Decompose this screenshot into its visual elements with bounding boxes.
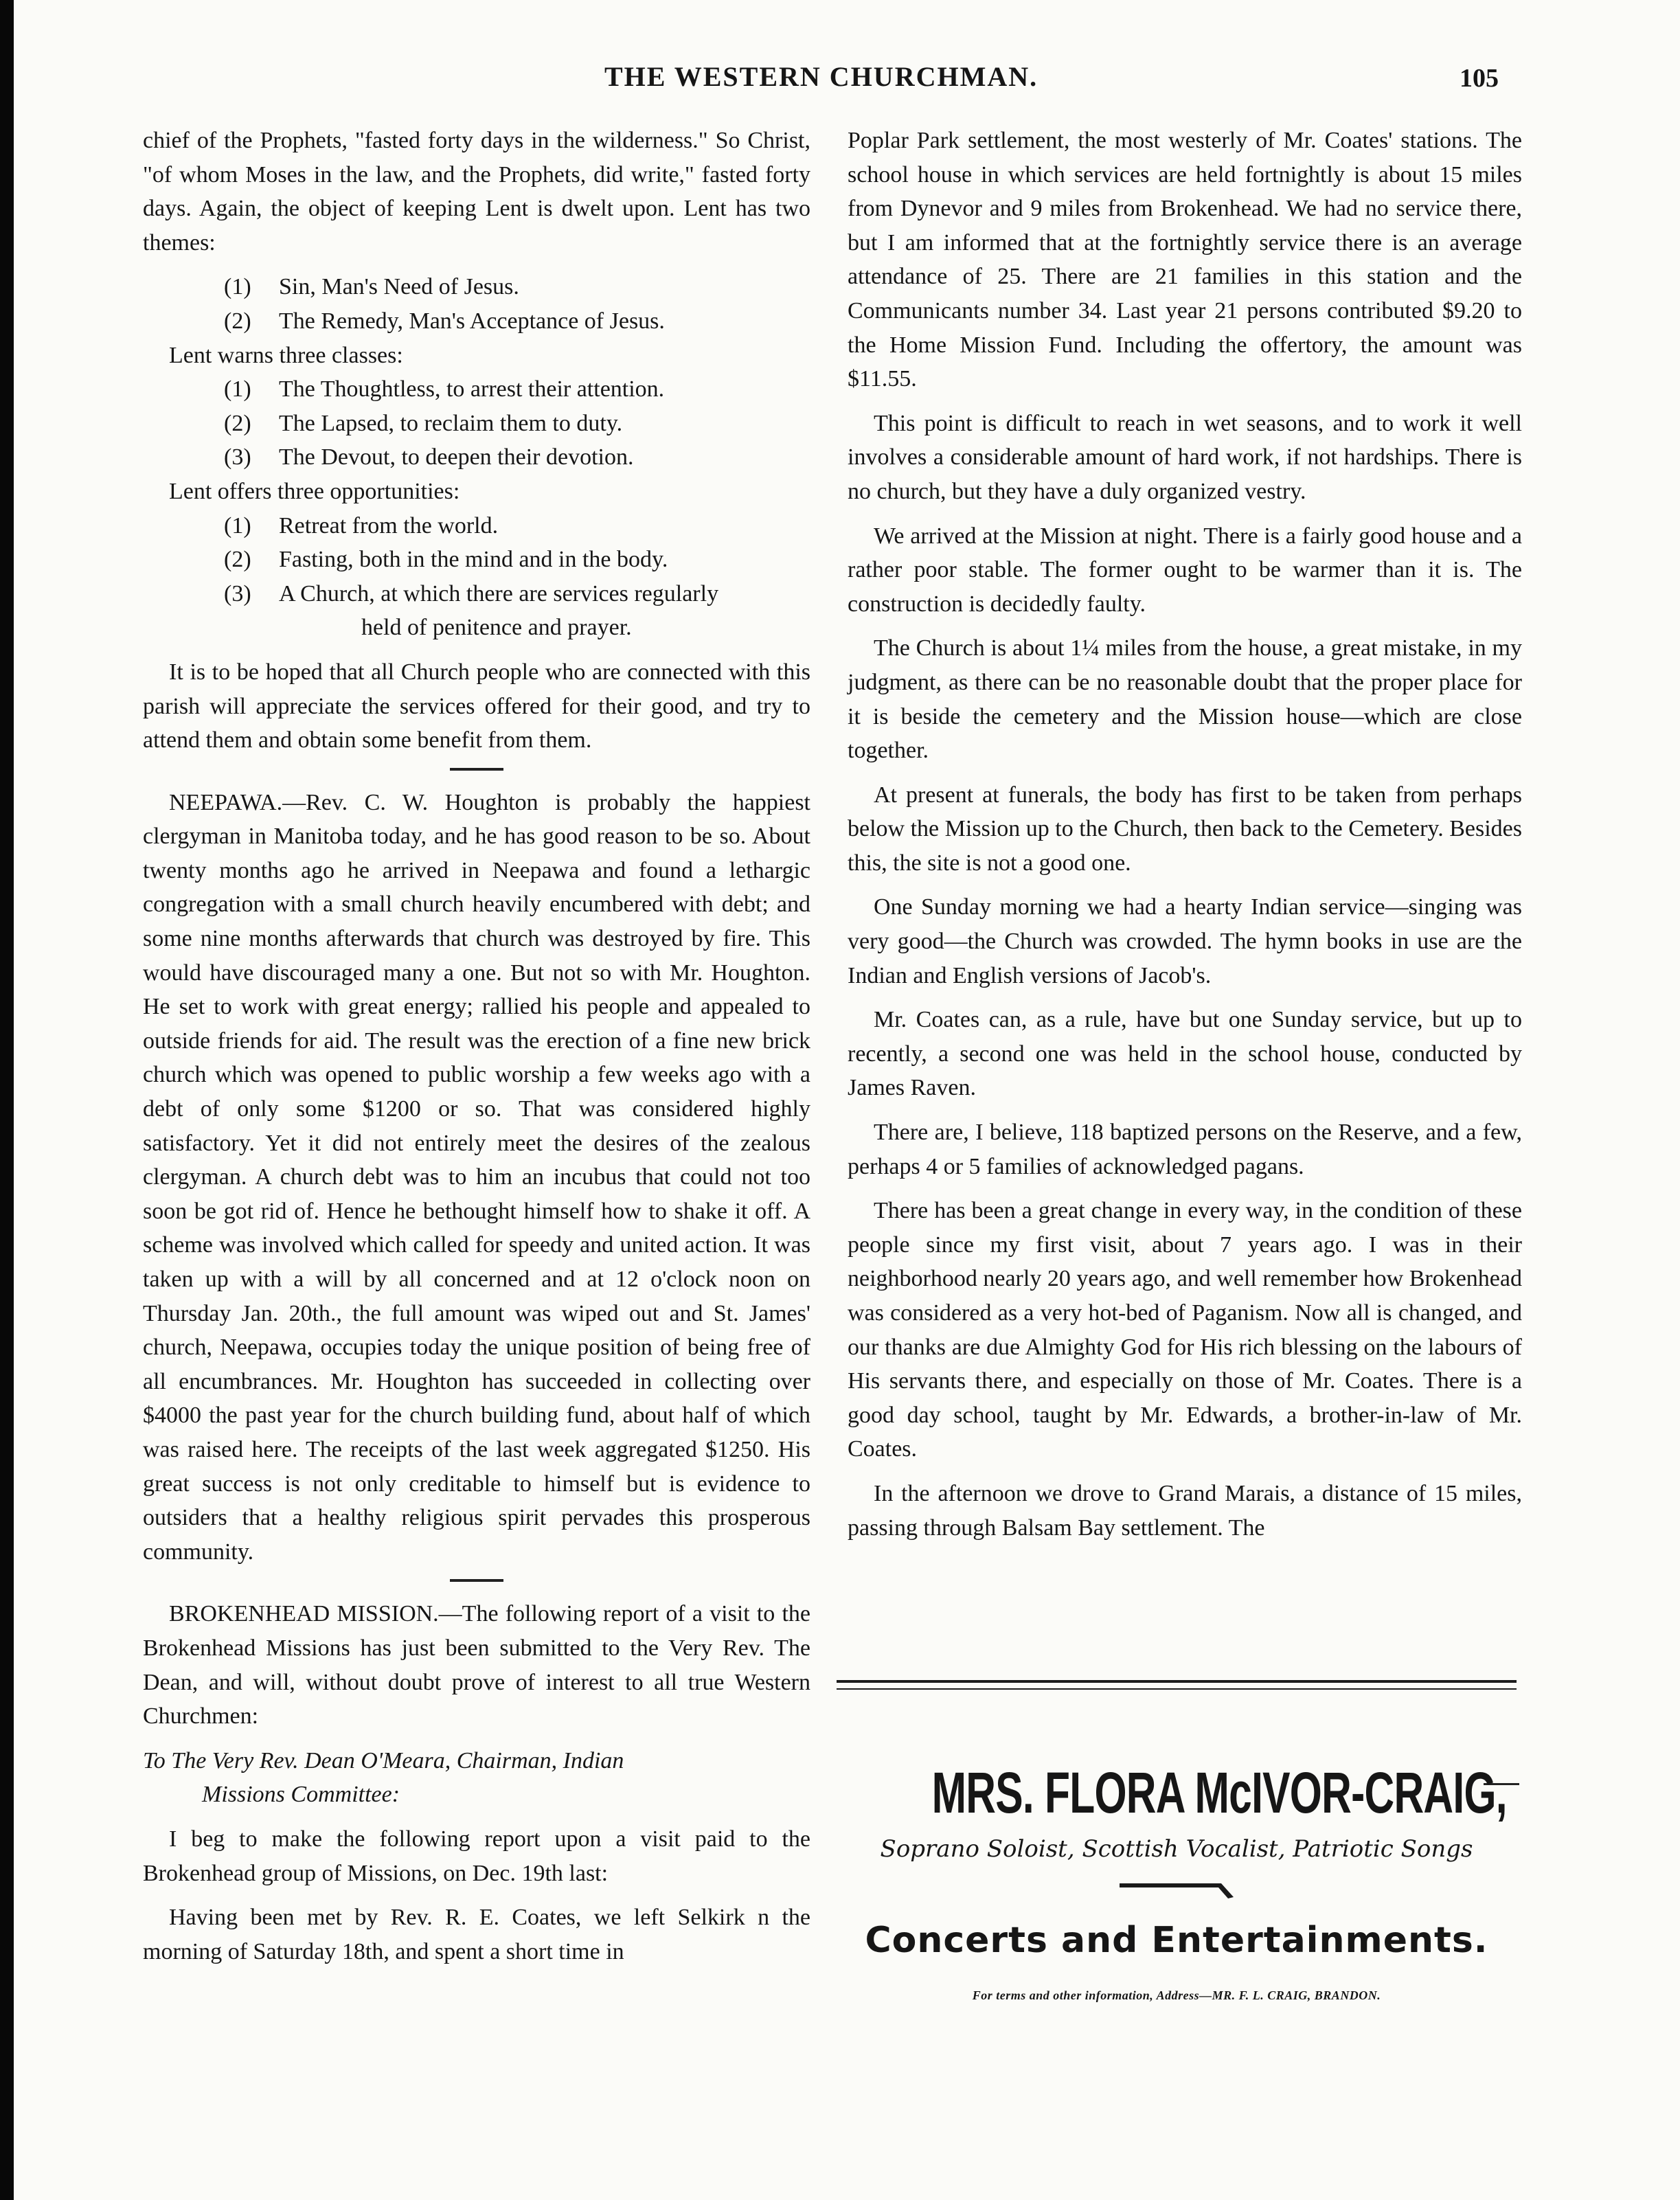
list-heading: Lent warns three classes: bbox=[169, 342, 403, 368]
report-paragraph: Having been met by Rev. R. E. Coates, we left Selkirk n the morning of Saturday 18th, and spent a short time in bbox=[143, 1905, 810, 1964]
section-divider bbox=[450, 768, 503, 771]
right-column bbox=[848, 124, 1522, 1555]
right-paragraph: There are, I believe, 118 baptized persons on the Reserve, and a few, perhaps 4 or 5 families of acknowledged pagans. bbox=[848, 1120, 1522, 1179]
address-line: To The Very Rev. Dean O'Meara, Chairman, Indian bbox=[143, 1747, 624, 1773]
brokenhead-paragraph: BROKENHEAD MISSION.—The following report of a visit to the Brokenhead Missions has just been submitted to the Very Rev. The Dean, and will, without doubt prove of interest to all true Western Churchmen: bbox=[143, 1601, 810, 1730]
neepawa-paragraph: NEEPAWA.—Rev. C. W. Houghton is probably the happiest clergyman in Manitoba today, and he has good reason to be so. About twenty months ago he arrived in Neepawa and found a lethargic congregation with a small church heavily encumbered with debt; and some nine months afterwards that church was destroyed by fire. This would have discouraged many a one. But not so with Mr. Houghton. He set to work with great energy; rallied his people and appealed to outside friends for aid. The result was the erection of a fine new brick church which was opened to public worship a few weeks ago with a debt of only some $1200 or so. That was considered highly satisfactory. Yet it did not entirely meet the desires of the zealous clergyman. A church debt was to him an incubus that could not too soon be got rid of. Hence he bethought himself how to shake it off. A scheme was involved which called for speedy and united action. It was taken up with a will by all concerned and at 12 o'clock noon on Thursday Jan. 20th., the full amount was wiped out and St. James' church, Neepawa, occupies today the unique position of being free of all encumbrances. Mr. Houghton has succeeded in collecting over $4000 the past year for the church building fund, about half of which was raised here. The receipts of the last week aggregated $1250. His great success is not only creditable to himself but is evidence to outsiders that a healthy religious spirit pervades this prosperous community. bbox=[143, 789, 810, 1565]
advertisement bbox=[837, 1758, 1517, 2003]
list-text: Sin, Man's Need of Jesus. bbox=[279, 274, 519, 300]
list-item bbox=[143, 407, 810, 441]
list-text: The Devout, to deepen their devotion. bbox=[279, 444, 634, 470]
list-item bbox=[143, 372, 810, 407]
list-item bbox=[143, 577, 810, 645]
advertisement-rule bbox=[837, 1680, 1517, 1690]
list-number: (1) bbox=[224, 274, 251, 300]
right-paragraph: Poplar Park settlement, the most westerly of Mr. Coates' stations. The school house in which services are held fortnightly is about 15 miles from Dynevor and 9 miles from Brokenhead. We had no service there, but I am informed that at the fortnightly service there is an average attendance of 25. There are 21 families in this station and the Communicants number 34. Last year 21 persons contributed $9.20 to the Home Mission Fund. Including the offertory, the amount was $11.55. bbox=[848, 128, 1522, 392]
list-item bbox=[143, 440, 810, 475]
list-number: (3) bbox=[224, 580, 251, 606]
list-heading: Lent offers three opportunities: bbox=[169, 478, 460, 504]
arrow-ornament-icon bbox=[1118, 1878, 1235, 1905]
list-item bbox=[143, 270, 810, 304]
list-text: Fasting, both in the mind and in the body. bbox=[279, 547, 668, 573]
list-number: (1) bbox=[224, 512, 251, 538]
right-paragraph: The Church is about 1¼ miles from the house, a great mistake, in my judgment, as there can be no reasonable doubt that the proper place for it is beside the cemetery and the Mission house—which are close together. bbox=[848, 635, 1522, 764]
right-paragraph: In the afternoon we drove to Grand Marais, a distance of 15 miles, passing through Balsam Bay settlement. The bbox=[848, 1480, 1522, 1541]
advertiser-contact: For terms and other information, Address—MR. F. L. CRAIG, BRANDON. bbox=[972, 1988, 1381, 2002]
list-item bbox=[143, 543, 810, 577]
right-paragraph: At present at funerals, the body has first to be taken from perhaps below the Mission up to the Church, then back to the Cemetery. Besides this, the site is not a good one. bbox=[848, 782, 1522, 876]
list-text: The Remedy, Man's Acceptance of Jesus. bbox=[279, 308, 665, 334]
advertiser-services: Concerts and Entertainments. bbox=[865, 1920, 1488, 1961]
address-line: Missions Committee: bbox=[202, 1782, 400, 1808]
right-paragraph: One Sunday morning we had a hearty Indian service—singing was very good—the Church was crowded. The hymn books in use are the Indian and English versions of Jacob's. bbox=[848, 894, 1522, 988]
list-number: (3) bbox=[224, 444, 251, 470]
lent-themes-list bbox=[143, 270, 810, 645]
intro-paragraph: chief of the Prophets, "fasted forty days in the wilderness." So Christ, "of whom Moses in the law, and the Prophets, did write," fasted forty days. Again, the object of keeping Lent is dwelt upon. Lent has two themes: bbox=[143, 128, 810, 256]
list-text: Retreat from the world. bbox=[279, 512, 499, 538]
list-item bbox=[143, 509, 810, 543]
list-text: The Thoughtless, to arrest their attention. bbox=[279, 376, 665, 402]
advertiser-subtitle: Soprano Soloist, Scottish Vocalist, Patriotic Songs bbox=[880, 1835, 1473, 1863]
right-paragraph: Mr. Coates can, as a rule, have but one Sunday service, but up to recently, a second one was held in the school house, conducted by James Raven. bbox=[848, 1007, 1522, 1101]
report-paragraph: I beg to make the following report upon a visit paid to the Brokenhead group of Missions, on Dec. 19th last: bbox=[143, 1826, 810, 1886]
left-column bbox=[143, 124, 810, 1979]
list-number: (2) bbox=[224, 308, 251, 334]
report-address bbox=[143, 1744, 810, 1812]
list-text-continued: held of penitence and prayer. bbox=[361, 615, 632, 641]
right-paragraph: There has been a great change in every way, in the condition of these people since my first visit, about 7 years ago. I was in their neighborhood nearly 20 years ago, and well remember how Brokenhead was considered as a very hot-bed of Paganism. Now all is changed, and our thanks are due Almighty God for His rich blessing on the labours of His servants there, and especially on those of Mr. Coates. There is a good day school, taught by Mr. Edwards, a brother-in-law of Mr. Coates. bbox=[848, 1198, 1522, 1462]
section-divider bbox=[450, 1579, 503, 1582]
page-number: 105 bbox=[1460, 64, 1499, 93]
list-number: (1) bbox=[224, 376, 251, 402]
list-text: A Church, at which there are services regularly bbox=[279, 580, 719, 606]
list-number: (2) bbox=[224, 410, 251, 436]
right-paragraph: We arrived at the Mission at night. There is a fairly good house and a rather poor stable. The former ought to be warmer than it is. The construction is decidedly faulty. bbox=[848, 523, 1522, 617]
hope-paragraph: It is to be hoped that all Church people who are connected with this parish will appreciate the services offered for their good, and try to attend them and obtain some benefit from them. bbox=[143, 659, 810, 753]
list-number: (2) bbox=[224, 547, 251, 573]
list-text: The Lapsed, to reclaim them to duty. bbox=[279, 410, 623, 436]
advertiser-name: MRS. FLORA McIVOR-CRAIG, bbox=[931, 1760, 1507, 1825]
list-item bbox=[143, 304, 810, 339]
running-head: THE WESTERN CHURCHMAN. bbox=[604, 61, 1038, 92]
binding-edge bbox=[0, 0, 14, 2200]
right-paragraph: This point is difficult to reach in wet seasons, and to work it well involves a considerable amount of hard work, if not hardships. There is no church, but they have a duly organized vestry. bbox=[848, 410, 1522, 504]
